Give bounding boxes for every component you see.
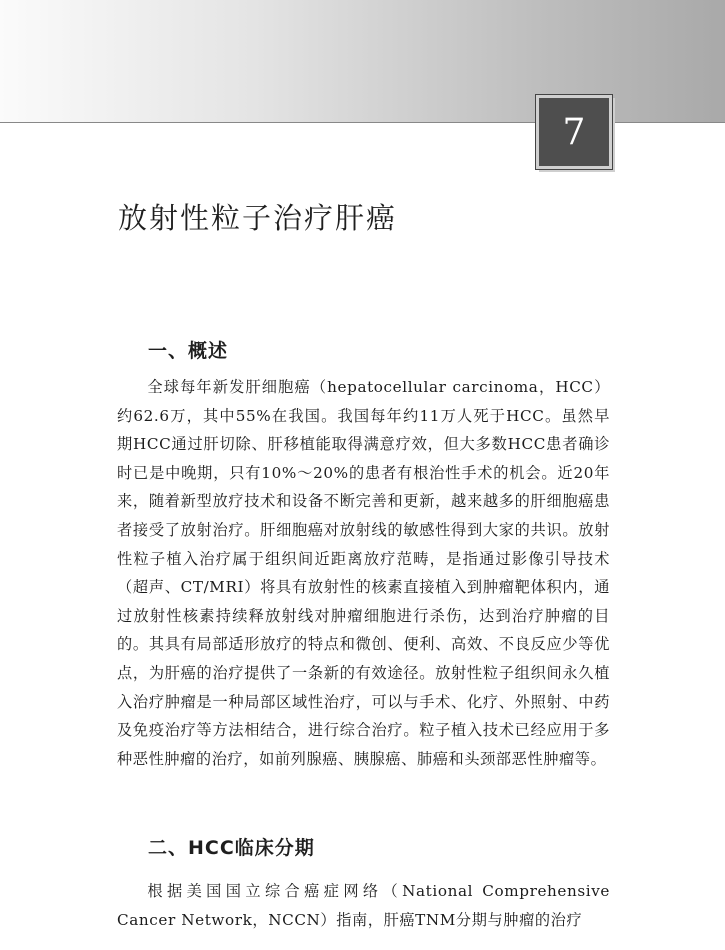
chapter-title: 放射性粒子治疗肝癌: [118, 201, 398, 235]
staging-paragraph: 根据美国国立综合癌症网络（National Comprehensive Cancer Network，NCCN）指南，肝癌TNM分期与肿瘤的治疗: [117, 882, 610, 929]
chapter-number: 7: [562, 111, 586, 153]
chapter-number-box: [536, 95, 612, 169]
section-heading-overview: 一、概述: [148, 340, 229, 362]
overview-paragraph: 全球每年新发肝细胞癌（hepatocellular carcinoma，HCC）约62.6万，其中55%在我国。我国每年约11万人死于HCC。虽然早期HCC通过肝切除、肝移植能取得满意疗效，但大多数HCC患者确诊时已是中晚期，只有10%～20%的患者有根治性手术的机会。近20年来，随着新型放疗技术和设备不断完善和更新，越来越多的肝细胞癌患者接受了放射治疗。肝细胞癌对放射线的敏感性得到大家的共识。放射性粒子植入治疗属于组织间近距离放疗范畴，是指通过影像引导技术（超声、CT/MRI）将具有放射性的核素直接植入到肿瘤靶体积内，通过放射性核素持续释放射线对肿瘤细胞进行杀伤，达到治疗肿瘤的目的。其具有局部适形放疗的特点和微创、便利、高效、不良反应少等优点，为肝癌的治疗提供了一条新的有效途径。放射性粒子组织间永久植入治疗肿瘤是一种局部区域性治疗，可以与手术、化疗、外照射、中药及免疫治疗等方法相结合，进行综合治疗。粒子植入技术已经应用于多种恶性肿瘤的治疗，如前列腺癌、胰腺癌、肺癌和头颈部恶性肿瘤等。: [117, 378, 610, 768]
chapter-header-band: [0, 0, 725, 123]
section-heading-staging: 二、HCC临床分期: [148, 837, 315, 859]
